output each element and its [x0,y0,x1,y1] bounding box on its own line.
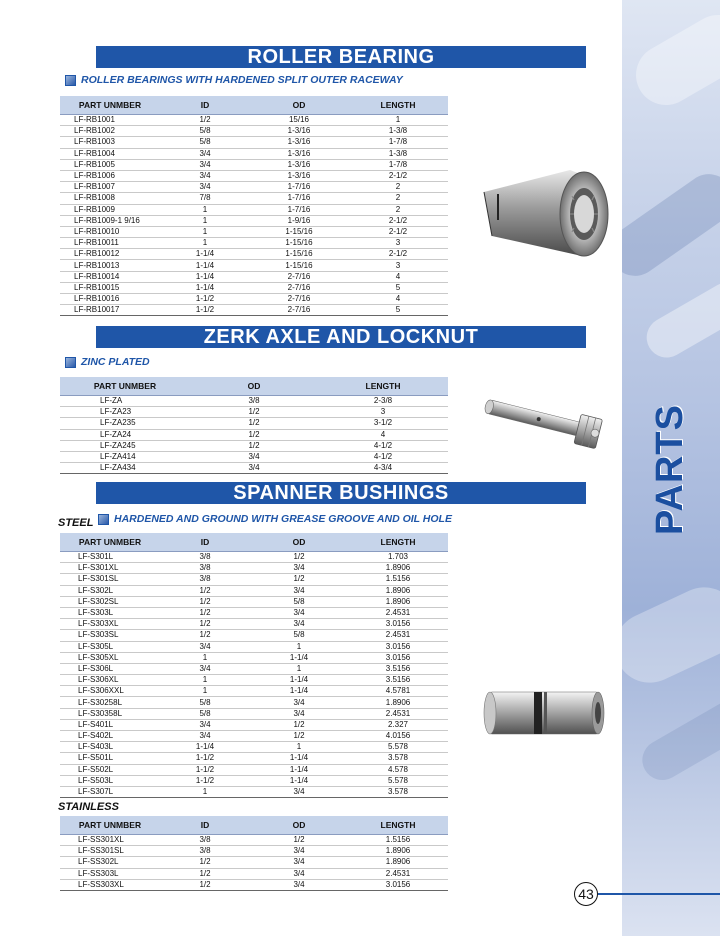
table-cell: 2.327 [348,719,448,730]
table-cell: 1 [348,115,448,126]
table-cell: 3/8 [160,552,250,563]
table-cell: 1 [160,652,250,663]
table-row [60,563,448,574]
table-row [60,115,448,126]
table-cell: 3/4 [250,786,348,797]
table-cell: 1-3/16 [250,126,348,137]
table-cell: 4.5781 [348,686,448,697]
table-cell: 2 [348,182,448,193]
table-cell: 1/2 [160,115,250,126]
table-cell: LF-RB1005 [60,159,160,170]
table-cell: 1-9/16 [250,215,348,226]
table-cell: 3/4 [190,451,318,462]
table-cell: 1/2 [160,857,250,868]
table-row [60,193,448,204]
spanner-bushings-title: SPANNER BUSHINGS [96,482,586,504]
table-cell: 1/2 [250,719,348,730]
table-cell: 1 [160,786,250,797]
table-cell: 3 [348,260,448,271]
table-row [60,159,448,170]
table-cell: 1-1/4 [250,652,348,663]
table-cell: LF-S403L [60,742,160,753]
table-cell: 1-1/4 [160,271,250,282]
table-cell: 3/4 [160,159,250,170]
table-row [60,126,448,137]
table-row [60,260,448,271]
column-header: PART UNMBER [60,96,160,115]
table-cell: 5/8 [250,596,348,607]
table-cell: 2 [348,204,448,215]
table-row [60,204,448,215]
table-cell: 1/2 [190,440,318,451]
table-cell: 3.0156 [348,641,448,652]
table-cell: 3-1/2 [318,418,448,429]
table-cell: 3/4 [250,563,348,574]
table-cell: 1-3/16 [250,137,348,148]
table-cell: 3/8 [190,396,318,407]
table-cell: 4.0156 [348,731,448,742]
zerk-axle-table [60,377,448,474]
table-cell: 1-1/4 [160,282,250,293]
table-row [60,619,448,630]
steel-bushings-table [60,533,448,798]
table-cell: 1 [160,215,250,226]
table-row [60,708,448,719]
table-row [60,305,448,316]
bullet-square-icon [98,514,109,525]
table-cell: LF-RB1008 [60,193,160,204]
table-row [60,585,448,596]
table-row [60,215,448,226]
table-cell: 1/2 [190,418,318,429]
roller-bearing-table [60,96,448,316]
table-row [60,846,448,857]
table-row [60,182,448,193]
table-cell: 1/2 [160,607,250,618]
column-header: OD [250,96,348,115]
table-cell: 1.8906 [348,596,448,607]
table-cell: LF-RB1009-1 9/16 [60,215,160,226]
bullet-square-icon [65,75,76,86]
table-cell: 3.0156 [348,879,448,890]
table-cell: LF-RB10011 [60,238,160,249]
table-cell: LF-RB1002 [60,126,160,137]
table-cell: LF-RB10013 [60,260,160,271]
table-cell: 1/2 [160,619,250,630]
table-cell: 15/16 [250,115,348,126]
table-cell: 3.0156 [348,652,448,663]
table-cell: 3.5156 [348,675,448,686]
table-cell: LF-S303XL [60,619,160,630]
table-cell: 3.578 [348,753,448,764]
table-cell: 1-15/16 [250,260,348,271]
table-row [60,719,448,730]
table-cell: 3.0156 [348,619,448,630]
table-cell: 3/4 [250,879,348,890]
table-cell: 3/8 [160,846,250,857]
table-row [60,451,448,462]
table-cell: 1-1/2 [160,294,250,305]
table-cell: LF-S301XL [60,563,160,574]
table-cell: 1 [250,663,348,674]
table-cell: 2-1/2 [348,249,448,260]
column-header: LENGTH [348,816,448,835]
column-header: ID [160,96,250,115]
table-cell: LF-ZA235 [60,418,190,429]
table-row [60,731,448,742]
table-cell: 1-1/4 [250,764,348,775]
page-number: 43 [574,882,598,906]
table-cell: 2-7/16 [250,271,348,282]
column-header: OD [250,533,348,552]
table-row [60,249,448,260]
table-cell: 3/4 [250,607,348,618]
table-cell: 4-1/2 [318,451,448,462]
table-cell: 5 [348,305,448,316]
table-cell: 1 [160,204,250,215]
table-cell: 1/2 [250,552,348,563]
table-row [60,775,448,786]
table-cell: 1-15/16 [250,238,348,249]
table-cell: 5/8 [160,708,250,719]
table-row [60,753,448,764]
table-cell: 2-7/16 [250,282,348,293]
table-cell: 4 [348,294,448,305]
table-cell: 3/4 [250,585,348,596]
table-cell: 1.8906 [348,563,448,574]
table-cell: 1-1/4 [250,675,348,686]
table-row [60,418,448,429]
table-cell: 1/2 [190,407,318,418]
table-cell: 1-1/2 [160,775,250,786]
roller-bearing-image [478,158,616,268]
table-cell: 1-1/4 [250,686,348,697]
table-cell: 4.578 [348,764,448,775]
table-cell: LF-ZA24 [60,429,190,440]
table-cell: 2-7/16 [250,305,348,316]
table-cell: 4 [348,271,448,282]
table-cell: LF-S401L [60,719,160,730]
table-cell: LF-ZA245 [60,440,190,451]
table-row [60,857,448,868]
column-header: LENGTH [318,377,448,396]
table-cell: LF-S303SL [60,630,160,641]
table-row [60,271,448,282]
table-cell: 3/4 [250,846,348,857]
table-cell: 5.578 [348,742,448,753]
table-cell: 1 [160,686,250,697]
table-cell: 3/8 [160,574,250,585]
table-cell: LF-RB1006 [60,170,160,181]
table-cell: LF-RB1007 [60,182,160,193]
table-cell: 1-7/8 [348,159,448,170]
table-row [60,396,448,407]
column-header: LENGTH [348,533,448,552]
table-cell: LF-S305XL [60,652,160,663]
table-row [60,552,448,563]
column-header: PART UNMBER [60,377,190,396]
table-cell: 5/8 [160,126,250,137]
table-cell: 3/4 [250,697,348,708]
table-cell: 5/8 [160,137,250,148]
table-cell: 1-1/4 [160,742,250,753]
column-header: ID [160,816,250,835]
spanner-bushing-image [478,684,618,744]
table-row [60,764,448,775]
zerk-axle-title: ZERK AXLE AND LOCKNUT [96,326,586,348]
table-row [60,137,448,148]
table-cell: LF-RB10010 [60,226,160,237]
table-row [60,868,448,879]
column-header: OD [250,816,348,835]
table-cell: 3/8 [160,563,250,574]
table-cell: 1-1/4 [160,260,250,271]
table-cell: 1-3/16 [250,170,348,181]
column-header: OD [190,377,318,396]
table-cell: 1-3/16 [250,159,348,170]
table-cell: 3/4 [160,170,250,181]
table-cell: LF-SS303XL [60,879,160,890]
table-cell: LF-SS301XL [60,835,160,846]
table-cell: 1.5156 [348,835,448,846]
table-row [60,170,448,181]
table-cell: 3/4 [160,182,250,193]
steel-label: STEEL [58,517,94,529]
table-cell: 1.8906 [348,857,448,868]
table-cell: LF-S502L [60,764,160,775]
table-row [60,742,448,753]
table-cell: 3/4 [160,719,250,730]
table-cell: 3/4 [190,463,318,474]
table-row [60,675,448,686]
table-cell: 1/2 [190,429,318,440]
table-cell: LF-S501L [60,753,160,764]
table-row [60,294,448,305]
table-cell: LF-S402L [60,731,160,742]
table-cell: 2.4531 [348,630,448,641]
table-cell: 3/4 [250,619,348,630]
zerk-axle-subtitle: ZINC PLATED [65,356,150,368]
table-cell: 1-1/4 [160,249,250,260]
table-cell: 1 [160,238,250,249]
table-cell: 3/4 [160,641,250,652]
table-cell: LF-S302L [60,585,160,596]
table-cell: 1-15/16 [250,249,348,260]
table-row [60,596,448,607]
column-header: LENGTH [348,96,448,115]
table-cell: 1.8906 [348,585,448,596]
table-cell: 1.8906 [348,697,448,708]
table-cell: LF-S303L [60,607,160,618]
table-cell: 1/2 [160,868,250,879]
table-row [60,574,448,585]
table-cell: 1-7/16 [250,204,348,215]
roller-bearing-title: ROLLER BEARING [96,46,586,68]
table-cell: 1-1/2 [160,764,250,775]
column-header: ID [160,533,250,552]
table-row [60,282,448,293]
spanner-bushings-subtitle: HARDENED AND GROUND WITH GREASE GROOVE AND OIL HOLE [98,513,452,525]
table-cell: 4 [318,429,448,440]
table-row [60,786,448,797]
table-cell: LF-ZA434 [60,463,190,474]
table-row [60,630,448,641]
table-cell: 2-1/2 [348,226,448,237]
table-cell: LF-ZA23 [60,407,190,418]
table-cell: 3 [318,407,448,418]
table-cell: 1-3/16 [250,148,348,159]
table-row [60,463,448,474]
table-cell: LF-S503L [60,775,160,786]
table-cell: 1-1/2 [160,305,250,316]
table-row [60,663,448,674]
table-cell: LF-RB10014 [60,271,160,282]
table-cell: LF-RB1001 [60,115,160,126]
table-cell: 5/8 [250,630,348,641]
table-cell: 2-7/16 [250,294,348,305]
table-cell: 2-1/2 [348,170,448,181]
table-cell: 3/4 [160,663,250,674]
table-row [60,148,448,159]
table-cell: LF-S306XL [60,675,160,686]
table-cell: LF-S30358L [60,708,160,719]
table-row [60,226,448,237]
table-cell: 3/4 [250,857,348,868]
column-header: PART UNMBER [60,816,160,835]
table-cell: 1/2 [250,835,348,846]
table-cell: 1-7/16 [250,182,348,193]
parts-side-label: PARTS [648,404,691,535]
table-cell: 1 [160,675,250,686]
table-row [60,697,448,708]
table-row [60,407,448,418]
table-cell: 3 [348,238,448,249]
table-cell: LF-ZA414 [60,451,190,462]
table-cell: LF-S305L [60,641,160,652]
table-cell: 3/4 [250,708,348,719]
table-cell: 1.5156 [348,574,448,585]
table-cell: 3.5156 [348,663,448,674]
table-cell: 1-3/8 [348,126,448,137]
table-cell: 1-15/16 [250,226,348,237]
table-cell: 3.578 [348,786,448,797]
stainless-bushings-table [60,816,448,891]
table-row [60,607,448,618]
roller-bearing-subtitle: ROLLER BEARINGS WITH HARDENED SPLIT OUTER RACEWAY [65,74,403,86]
stainless-label: STAINLESS [58,801,119,813]
table-cell: LF-RB1009 [60,204,160,215]
table-cell: 1/2 [250,574,348,585]
table-cell: 4-3/4 [318,463,448,474]
table-row [60,835,448,846]
table-cell: 5 [348,282,448,293]
table-cell: LF-S301L [60,552,160,563]
table-cell: LF-RB10015 [60,282,160,293]
table-cell: 1/2 [160,596,250,607]
table-cell: 2 [348,193,448,204]
table-cell: LF-RB10017 [60,305,160,316]
table-row [60,429,448,440]
table-cell: LF-S306L [60,663,160,674]
bullet-square-icon [65,357,76,368]
table-cell: LF-RB1004 [60,148,160,159]
table-cell: LF-S307L [60,786,160,797]
table-row [60,641,448,652]
table-cell: 5.578 [348,775,448,786]
table-cell: 2-3/8 [318,396,448,407]
zerk-axle-image [476,388,616,458]
table-cell: 1-1/2 [160,753,250,764]
table-cell: LF-S306XXL [60,686,160,697]
table-cell: 1-7/8 [348,137,448,148]
table-cell: LF-SS302L [60,857,160,868]
table-cell: 3/4 [160,148,250,159]
table-cell: LF-S302SL [60,596,160,607]
table-cell: LF-S301SL [60,574,160,585]
table-cell: 1.8906 [348,846,448,857]
column-header: PART UNMBER [60,533,160,552]
table-cell: 3/4 [250,868,348,879]
table-cell: 3/8 [160,835,250,846]
table-cell: 1.703 [348,552,448,563]
table-cell: 5/8 [160,697,250,708]
table-cell: 2.4531 [348,708,448,719]
table-cell: LF-SS303L [60,868,160,879]
table-cell: LF-RB1003 [60,137,160,148]
table-cell: 4-1/2 [318,440,448,451]
table-row [60,686,448,697]
table-cell: 1 [250,641,348,652]
table-cell: LF-RB10012 [60,249,160,260]
table-cell: 1-1/4 [250,753,348,764]
table-row [60,652,448,663]
table-cell: 1/2 [160,630,250,641]
table-cell: LF-SS301SL [60,846,160,857]
table-cell: 1 [250,742,348,753]
table-row [60,879,448,890]
table-cell: 2-1/2 [348,215,448,226]
table-cell: 1 [160,226,250,237]
footer-rule [598,893,720,895]
table-cell: 1-3/8 [348,148,448,159]
table-cell: 1-1/4 [250,775,348,786]
table-cell: LF-RB10016 [60,294,160,305]
table-cell: LF-S30258L [60,697,160,708]
table-cell: 2.4531 [348,607,448,618]
table-cell: 1/2 [160,879,250,890]
table-cell: 2.4531 [348,868,448,879]
table-cell: 7/8 [160,193,250,204]
table-row [60,440,448,451]
table-cell: LF-ZA [60,396,190,407]
table-cell: 1/2 [160,585,250,596]
table-cell: 1/2 [250,731,348,742]
table-cell: 3/4 [160,731,250,742]
table-cell: 1-7/16 [250,193,348,204]
table-row [60,238,448,249]
